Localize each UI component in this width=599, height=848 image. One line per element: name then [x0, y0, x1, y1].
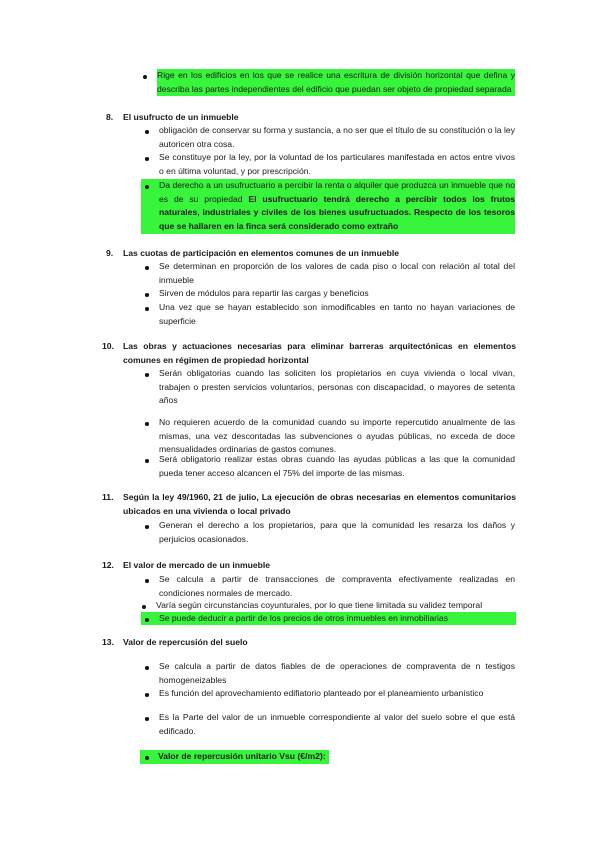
section-number: 9. — [106, 248, 114, 258]
list-item: No requieren acuerdo de la comunidad cuando su importe repercutido anualmente de las mismas, una vez descontadas las subvenciones o ayudas públicas, no exceda de doce mensualidades ordinarias de gastos comunes. — [159, 417, 515, 455]
bullet — [143, 75, 147, 79]
list-item: Sirven de módulos para repartir las cargas y beneficios — [159, 288, 369, 298]
bullet — [142, 605, 146, 609]
list-item: Se determinan en proporción de los valores de cada piso o local con relación al total del inmueble — [159, 261, 515, 285]
section-heading: Según la ley 49/1960, 21 de julio, La ejecución de obras necesarias en elementos comunitarios ubicados en una vivienda o local privado — [123, 492, 516, 516]
section-heading: El usufructo de un inmueble — [123, 112, 239, 122]
list-item: Serán obligatorias cuando las soliciten los propietarios en cuya vivienda o local vivan, trabajen o presten servicios voluntarios, personas con discapacidad, o mayores de setenta años — [159, 368, 515, 406]
section-number: 11. — [102, 492, 114, 502]
list-item: Varía según circunstancias coyunturales, por lo que tiene limitada su validez temporal — [156, 600, 483, 610]
list-item: Se puede deducir a partir de los precios de otros inmuebles en inmobiliarias — [141, 612, 516, 625]
list-item: Es función del aprovechamiento edifiatorio planteado por el planeamiento urbanístico — [159, 688, 484, 698]
highlighted-text: Rige en los edificios en los que se realice una escritura de división horizontal que defina y describa las partes independientes del edificio que puedan ser objeto de propiedad separada — [157, 69, 515, 96]
section-heading: El valor de mercado de un inmueble — [123, 560, 271, 570]
bullet — [145, 666, 149, 670]
section-number: 13. — [102, 637, 114, 647]
bullet — [145, 693, 149, 697]
list-item — [157, 69, 515, 96]
bullet — [145, 293, 149, 297]
bullet — [145, 756, 149, 760]
bullet — [145, 307, 149, 311]
section-heading: Valor de repercusión del suelo — [123, 637, 248, 647]
section-number: 8. — [106, 112, 114, 122]
list-item: Una vez que se hayan establecido son inmodificables en tanto no hayan variaciones de superficie — [159, 302, 515, 326]
bullet — [145, 459, 149, 463]
list-item: Se constituye por la ley, por la voluntad de los particulares manifestada en actos entre vivos o en última voluntad, y por prescripción. — [159, 152, 515, 176]
section-heading: Las cuotas de participación en elementos comunes de un inmueble — [123, 248, 400, 258]
list-item: Valor de repercusión unitario Vsu (€/m2): — [140, 750, 329, 764]
bullet — [145, 185, 149, 189]
bullet — [145, 422, 149, 426]
section-number: 12. — [102, 560, 114, 570]
bullet — [145, 266, 149, 270]
section-number: 10. — [102, 341, 114, 351]
list-item: Es la Parte del valor de un inmueble correspondiente al valor del suelo sobre el que está edificado. — [159, 712, 515, 736]
bullet — [145, 373, 149, 377]
bullet — [145, 525, 149, 529]
bullet — [145, 579, 149, 583]
list-item: Se calcula a partir de transacciones de compraventa efectivamente realizadas en condiciones normales de mercado. — [159, 574, 515, 598]
bullet — [145, 157, 149, 161]
list-item: Da derecho a un usufructuario a percibir la renta o alquiler que produzca un inmueble que no es de su propiedad El usufructuario tendrá derecho a percibir todos los frutos naturales, industriales y civiles de los bienes usufructuados. Respecto de los tesoros que se hallaren en la finca será considerado como extraño — [141, 179, 515, 234]
list-item: Se calcula a partir de datos fiables de de operaciones de compraventa de n testigos homogeneizables — [159, 661, 515, 685]
bullet — [145, 130, 149, 134]
list-item: obligación de conservar su forma y sustancia, a no ser que el título de su constitución o la ley autoricen otra cosa. — [159, 125, 515, 149]
bullet — [145, 717, 149, 721]
list-item: Será obligatorio realizar estas obras cuando las ayudas públicas a las que la comunidad pueda tener acceso alcancen el 75% del importe de las mismas. — [159, 454, 515, 478]
list-item: Generan el derecho a los propietarios, para que la comunidad les resarza los daños y perjuicios ocasionados. — [159, 520, 515, 544]
section-heading: Las obras y actuaciones necesarias para eliminar barreras arquitectónicas en elementos comunes en régimen de propiedad horizontal — [123, 341, 516, 365]
bullet — [145, 618, 149, 622]
